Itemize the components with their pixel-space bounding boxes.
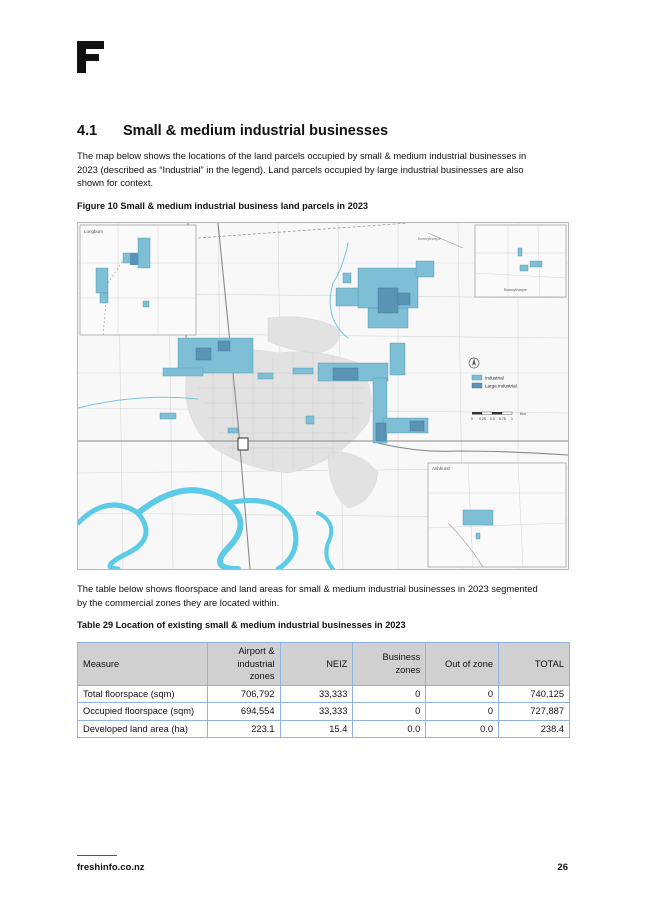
industrial-location-table [77, 642, 570, 738]
cell-airport: 694,554 [207, 703, 280, 721]
header-measure: Measure [78, 643, 208, 686]
table-row [78, 720, 570, 738]
scale-tick: 0.25 [479, 417, 486, 421]
section-number: 4.1 [77, 123, 98, 139]
scale-unit: Km [520, 412, 526, 416]
cell-measure: Occupied floorspace (sqm) [78, 703, 208, 721]
cell-neiz: 33,333 [280, 685, 353, 703]
inset-longburn [80, 225, 196, 335]
cell-total: 740,125 [499, 685, 570, 703]
scale-tick: 0.5 [490, 417, 495, 421]
scale-tick: 1 [511, 417, 513, 421]
table-intro-paragraph [77, 582, 567, 609]
road-label: Bunnythorpe [418, 236, 441, 241]
cell-out-of-zone: 0.0 [426, 720, 499, 738]
cell-out-of-zone: 0 [426, 703, 499, 721]
table-intro-line: by the commercial zones they are located within. [77, 596, 280, 608]
intro-line: 2023 (described as “Industrial” in the legend). Land parcels occupied by large industrial businesses are also [77, 163, 524, 175]
cell-airport: 706,792 [207, 685, 280, 703]
cell-measure: Total floorspace (sqm) [78, 685, 208, 703]
cell-neiz: 15.4 [280, 720, 353, 738]
cell-business: 0 [353, 685, 426, 703]
scale-tick: 0.75 [499, 417, 506, 421]
table-header-row [78, 643, 570, 686]
cell-neiz: 33,333 [280, 703, 353, 721]
inset-label-ashhurst: Ashhurst [432, 466, 450, 471]
intro-line: The map below shows the locations of the land parcels occupied by small & medium industrial businesses in [77, 150, 527, 161]
cell-airport: 223.1 [207, 720, 280, 738]
header-business-zones: Business zones [353, 643, 426, 686]
legend-label-industrial: Industrial [485, 375, 504, 381]
page-number: 26 [557, 862, 568, 873]
table-row [78, 685, 570, 703]
scale-tick: 0 [471, 417, 473, 421]
cell-business: 0.0 [353, 720, 426, 738]
intro-paragraph [77, 149, 567, 190]
inset-bunnythorpe [475, 225, 566, 297]
cell-business: 0 [353, 703, 426, 721]
inset-label-bunnythorpe: Bunnythorpe [504, 287, 527, 292]
cell-measure: Developed land area (ha) [78, 720, 208, 738]
footer-site: freshinfo.co.nz [77, 862, 145, 873]
table-caption: Table 29 Location of existing small & medium industrial businesses in 2023 [77, 620, 406, 630]
inset-ashhurst [428, 463, 566, 567]
header-out-of-zone: Out of zone [426, 643, 499, 686]
legend-label-large-industrial: Large Industrial [485, 383, 517, 389]
freshinfo-logo [77, 41, 104, 73]
industrial-parcels-map [77, 222, 569, 570]
intro-line: shown for context. [77, 177, 154, 189]
cell-total: 727,887 [499, 703, 570, 721]
header-neiz: NEIZ [280, 643, 353, 686]
table-intro-line: The table below shows floorspace and land areas for small & medium industrial businesses in 2023 segmented [77, 583, 538, 594]
figure-caption: Figure 10 Small & medium industrial business land parcels in 2023 [77, 201, 369, 211]
legend-swatch-large-industrial [472, 383, 482, 388]
section-heading [77, 123, 388, 139]
cell-total: 238.4 [499, 720, 570, 738]
inset-label-longburn: Longburn [84, 229, 104, 234]
header-total: TOTAL [499, 643, 570, 686]
legend-swatch-industrial [472, 375, 482, 380]
cell-out-of-zone: 0 [426, 685, 499, 703]
table-row [78, 703, 570, 721]
footer-rule [77, 855, 117, 856]
section-title: Small & medium industrial businesses [123, 123, 389, 139]
header-airport-industrial: Airport & industrial zones [207, 643, 280, 686]
